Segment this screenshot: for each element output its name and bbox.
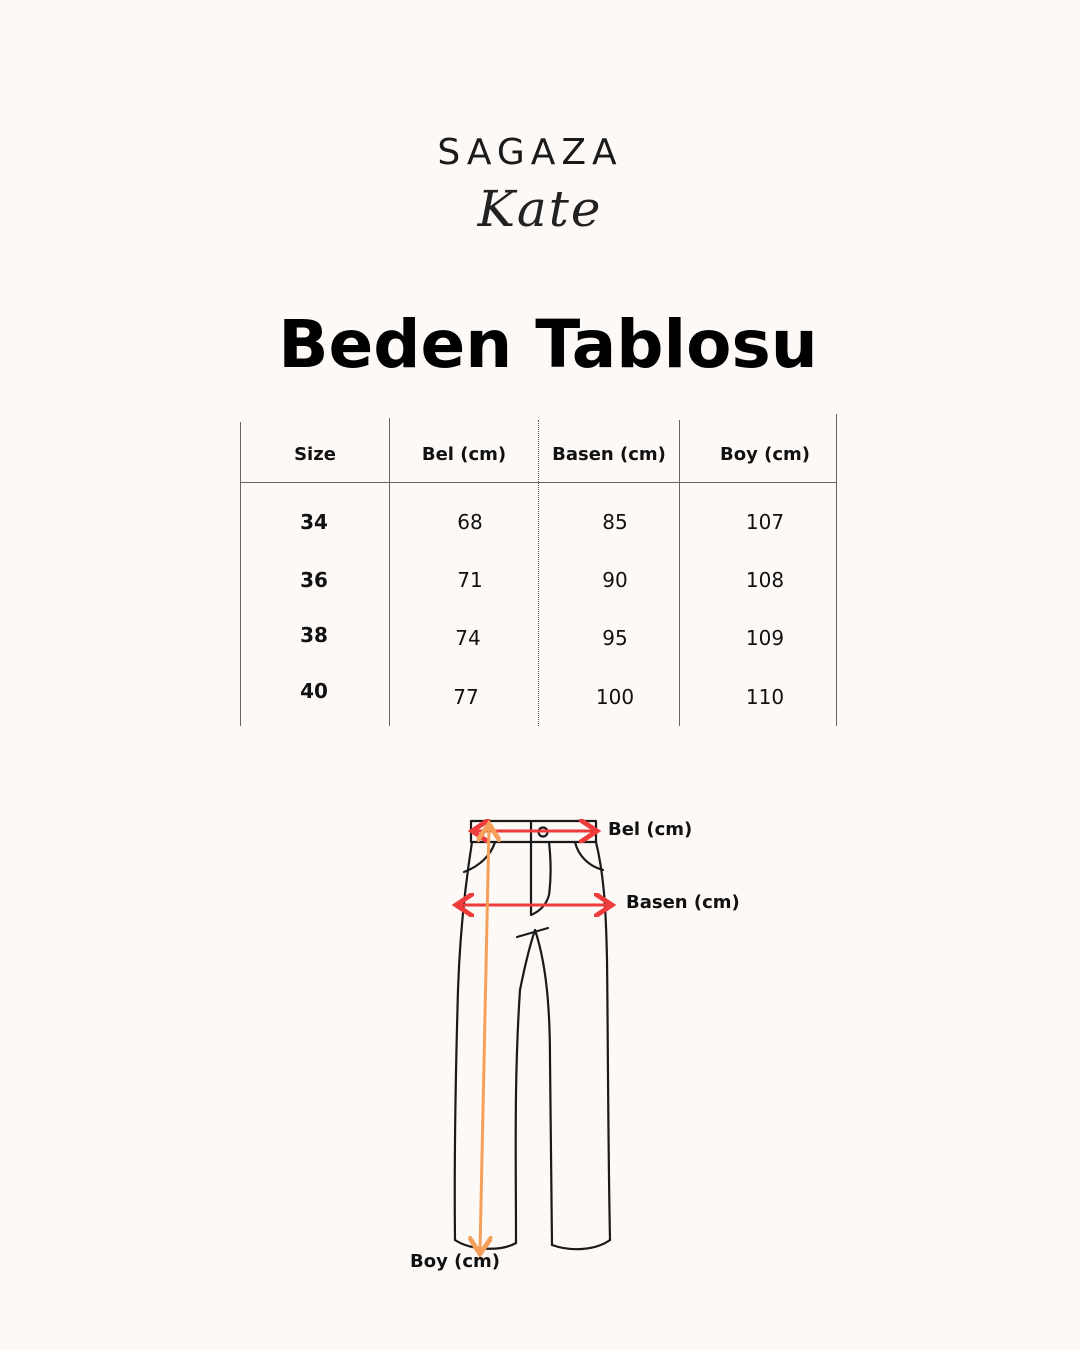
cell-size: 38	[300, 623, 328, 647]
cell-size: 40	[300, 679, 328, 703]
cell-waist: 71	[457, 568, 483, 592]
cell-length: 107	[745, 510, 785, 534]
cell-hip: 85	[602, 510, 628, 534]
cell-waist: 68	[457, 510, 483, 534]
page-title: Beden Tablosu	[278, 306, 818, 383]
cell-size: 34	[300, 510, 328, 534]
waist-label: Bel (cm)	[608, 819, 693, 840]
header-hip: Basen (cm)	[552, 444, 666, 465]
header-waist: Bel (cm)	[421, 444, 507, 465]
header-size: Size	[294, 444, 336, 465]
cell-length: 108	[745, 568, 785, 592]
hip-label: Basen (cm)	[626, 892, 740, 913]
cell-size: 36	[300, 568, 328, 592]
cell-waist: 74	[455, 626, 481, 650]
cell-hip: 90	[602, 568, 628, 592]
brand-subname: Kate	[477, 180, 603, 238]
cell-length: 109	[745, 626, 785, 650]
brand-logo: SAGAZA	[437, 132, 623, 173]
cell-hip: 100	[595, 685, 635, 709]
cell-hip: 95	[602, 626, 628, 650]
cell-length: 110	[745, 685, 785, 709]
length-label: Boy (cm)	[410, 1251, 500, 1272]
cell-waist: 77	[453, 685, 479, 709]
header-length: Boy (cm)	[720, 444, 810, 465]
